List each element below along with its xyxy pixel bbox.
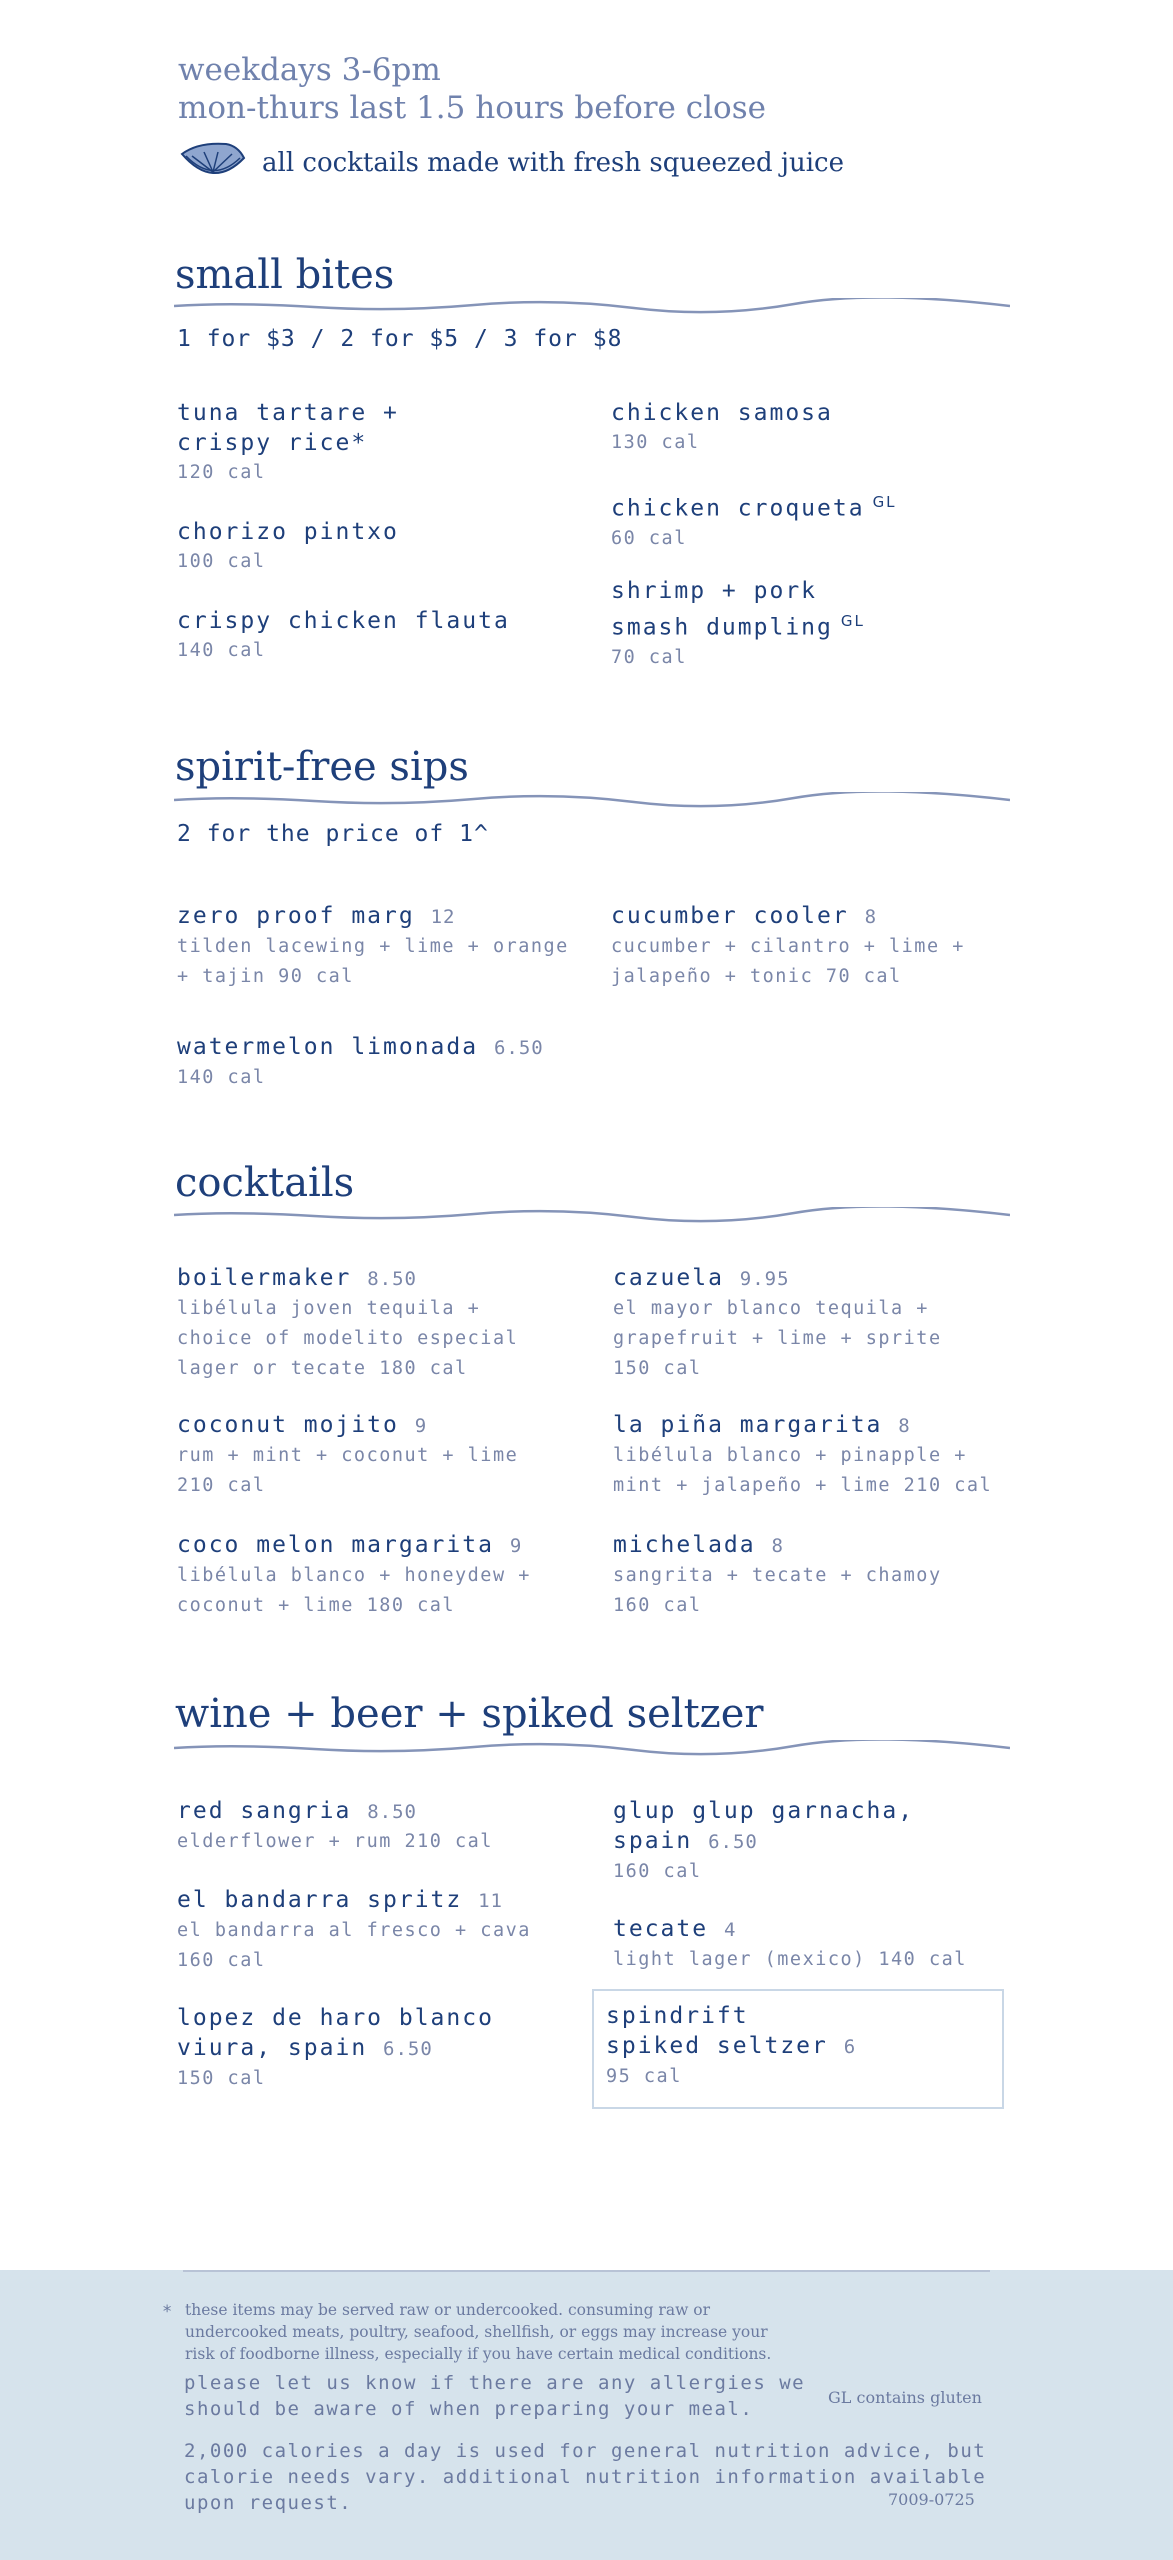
- section-divider: [174, 1207, 1010, 1223]
- item-name: [177, 1032, 577, 1063]
- item-calories: 130 cal: [611, 432, 700, 453]
- disclaimer-line: these items may be served raw or undercooked. consuming raw or: [185, 2301, 711, 2319]
- item-name: [177, 1410, 577, 1441]
- featured-menu-item: [592, 1989, 1004, 2109]
- item-name: [611, 901, 1011, 932]
- menu-item: [177, 1796, 577, 1857]
- item-name-text: michelada: [613, 1532, 756, 1558]
- item-description: 140 cal: [177, 1067, 266, 1088]
- item-price: 6.50: [493, 1037, 544, 1059]
- item-price: 8: [898, 1415, 911, 1437]
- item-name: [177, 2003, 577, 2064]
- menu-item: [177, 1032, 577, 1093]
- item-price: 4: [723, 1919, 737, 1941]
- item-price: 6.50: [383, 2038, 433, 2060]
- item-name-text: chicken croqueta: [611, 495, 865, 522]
- item-name-text: red sangria: [177, 1798, 352, 1824]
- menu-item: [177, 517, 577, 577]
- item-name: [613, 1263, 1013, 1294]
- menu-item: [613, 1796, 1013, 1887]
- item-calories: 140 cal: [177, 640, 266, 661]
- item-name: [177, 1885, 577, 1916]
- item-price: 11: [478, 1890, 503, 1912]
- item-description: el mayor blanco tequila + grapefruit + lime + sprite 150 cal: [613, 1298, 942, 1379]
- item-price: 6.50: [708, 1831, 758, 1853]
- item-name-text: tecate: [613, 1916, 709, 1942]
- menu-item: [177, 606, 577, 666]
- item-name: [611, 487, 1011, 524]
- section-title-small-bites: small bites: [175, 252, 395, 298]
- item-price: 8: [864, 906, 878, 928]
- item-calories: 120 cal: [177, 462, 266, 483]
- disclaimer-asterisk: *: [162, 2302, 173, 2322]
- item-description: elderflower + rum 210 cal: [177, 1831, 493, 1852]
- gluten-tag: GL: [872, 493, 897, 511]
- item-description: rum + mint + coconut + lime 210 cal: [177, 1445, 519, 1496]
- menu-item: [177, 1530, 577, 1621]
- gluten-legend: GL contains gluten: [828, 2388, 982, 2407]
- item-name-text: coco melon margarita: [177, 1532, 494, 1558]
- disclaimer-line: risk of foodborne illness, especially if you have certain medical conditions.: [185, 2345, 772, 2363]
- menu-item: [613, 1263, 1013, 1384]
- item-name: crispy chicken flauta: [177, 608, 510, 634]
- menu-item: [611, 398, 1011, 458]
- section-divider: [174, 298, 1010, 314]
- item-name: tuna tartare + crispy rice*: [177, 400, 399, 456]
- item-name: [177, 1796, 577, 1827]
- menu-item: [177, 1263, 577, 1384]
- item-name: [613, 1796, 1013, 1857]
- section-divider: [174, 792, 1010, 808]
- hours-line-2: mon-thurs last 1.5 hours before close: [178, 90, 766, 126]
- hours-line-1: weekdays 3-6pm: [178, 52, 441, 88]
- item-name: [613, 1530, 1013, 1561]
- menu-item: [177, 398, 577, 488]
- section-title-wine-beer: wine + beer + spiked seltzer: [175, 1691, 764, 1737]
- section-title-cocktails: cocktails: [175, 1160, 355, 1206]
- item-name-text: cucumber cooler: [611, 903, 849, 929]
- item-name-text: lopez de haro blanco viura, spain: [177, 2005, 494, 2061]
- juice-note: all cocktails made with fresh squeezed juice: [262, 148, 844, 178]
- menu-item: [177, 1410, 577, 1501]
- item-description: light lager (mexico) 140 cal: [613, 1949, 967, 1970]
- allergy-note: please let us know if there are any allergies we should be aware of when preparing your meal.: [184, 2372, 806, 2420]
- item-name-text: spindrift spiked seltzer: [606, 2003, 828, 2059]
- menu-item: [611, 487, 1011, 554]
- menu-item: [613, 1914, 1013, 1975]
- item-description: libélula blanco + honeydew + coconut + lime 180 cal: [177, 1565, 531, 1616]
- item-description: 95 cal: [606, 2066, 682, 2087]
- item-description: el bandarra al fresco + cava 160 cal: [177, 1920, 531, 1971]
- item-description: tilden lacewing + lime + orange + tajin 90 cal: [177, 936, 569, 987]
- menu-item: [177, 901, 577, 992]
- item-price: 8: [771, 1535, 784, 1557]
- item-name: [177, 901, 577, 932]
- item-name: [177, 1530, 577, 1561]
- spirit-free-offer: 2 for the price of 1^: [177, 821, 489, 847]
- item-price: 9: [414, 1415, 428, 1437]
- small-bites-pricing: 1 for $3 / 2 for $5 / 3 for $8: [177, 326, 623, 352]
- item-price: 12: [430, 906, 456, 928]
- item-name: [177, 1263, 577, 1294]
- item-calories: 70 cal: [611, 646, 687, 668]
- item-description: libélula blanco + pinapple + mint + jalapeño + lime 210 cal: [613, 1445, 993, 1496]
- item-name-text: el bandarra spritz: [177, 1887, 463, 1913]
- nutrition-note: 2,000 calories a day is used for general nutrition advice, but calorie needs vary. additional nutrition information available upon request.: [184, 2440, 987, 2514]
- item-name-text: zero proof marg: [177, 903, 415, 929]
- item-name: [611, 576, 1011, 643]
- lime-slice-icon: [178, 140, 248, 192]
- item-description: cucumber + cilantro + lime + jalapeño + tonic 70 cal: [611, 936, 965, 987]
- section-divider: [174, 1740, 1010, 1756]
- menu-item: [177, 1885, 577, 1976]
- item-name-text: cazuela: [613, 1265, 724, 1291]
- item-name-text: watermelon limonada: [177, 1034, 479, 1060]
- section-title-spirit-free: spirit-free sips: [175, 744, 469, 790]
- item-description: 160 cal: [613, 1861, 702, 1882]
- item-name-text: coconut mojito: [177, 1412, 399, 1438]
- menu-item: [177, 2003, 577, 2094]
- gluten-tag: GL: [840, 612, 865, 630]
- item-name: [613, 1914, 1013, 1945]
- item-description: libélula joven tequila + choice of modelito especial lager or tecate 180 cal: [177, 1298, 519, 1379]
- item-price: 9: [509, 1535, 523, 1557]
- item-calories: 60 cal: [611, 527, 687, 549]
- menu-code: 7009-0725: [888, 2490, 975, 2509]
- menu-item: [613, 1530, 1013, 1621]
- item-description: sangrita + tecate + chamoy 160 cal: [613, 1565, 942, 1616]
- item-price: 8.50: [367, 1268, 417, 1290]
- item-price: 6: [843, 2036, 857, 2058]
- item-description: 150 cal: [177, 2068, 266, 2089]
- menu-item: [611, 901, 1011, 992]
- item-name: chicken samosa: [611, 400, 833, 426]
- item-name-text: boilermaker: [177, 1265, 352, 1291]
- disclaimer-line: undercooked meats, poultry, seafood, shellfish, or eggs may increase your: [185, 2323, 768, 2341]
- item-name-text: glup glup garnacha, spain: [613, 1798, 915, 1854]
- footer-divider: [183, 2270, 990, 2272]
- item-name-text: shrimp + pork smash dumpling: [611, 578, 833, 641]
- menu-item: [611, 576, 1011, 673]
- item-name: [606, 2001, 990, 2062]
- menu-item: [613, 1410, 1033, 1501]
- item-name: chorizo pintxo: [177, 519, 399, 545]
- item-price: 8.50: [367, 1801, 417, 1823]
- item-calories: 100 cal: [177, 551, 266, 572]
- item-name-text: la piña margarita: [613, 1412, 883, 1438]
- item-price: 9.95: [739, 1268, 790, 1290]
- item-name: [613, 1410, 1033, 1441]
